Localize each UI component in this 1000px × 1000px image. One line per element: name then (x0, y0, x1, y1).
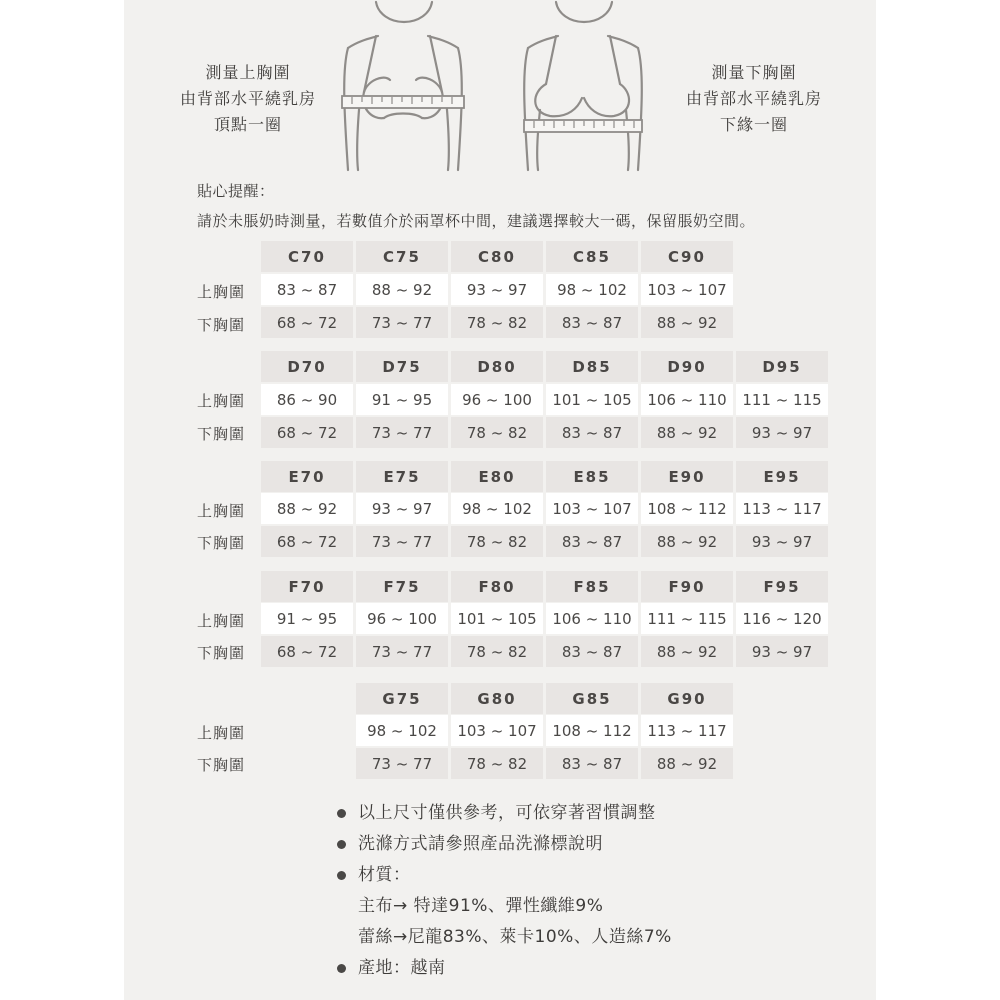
upper-bust-value-cell: 111 ~ 115 (736, 384, 828, 415)
upper-bust-caption-line: 頂點一圈 (213, 115, 282, 134)
upper-bust-value-cell: 93 ~ 97 (356, 493, 448, 524)
upper-bust-value-cell: 91 ~ 95 (356, 384, 448, 415)
size-header-cell: G85 (546, 683, 638, 714)
upper-bust-value-cell: 103 ~ 107 (641, 274, 733, 305)
size-header-cell: C80 (451, 241, 543, 272)
under-bust-value-cell: 68 ~ 72 (261, 307, 353, 338)
upper-bust-value-cell: 103 ~ 107 (451, 715, 543, 746)
under-bust-caption (664, 60, 844, 138)
size-header-cell: F75 (356, 571, 448, 602)
size-header-cell: F85 (546, 571, 638, 602)
size-header-cell: G90 (641, 683, 733, 714)
under-bust-label: 下胸圍 (197, 534, 246, 552)
upper-bust-value-cell: 91 ~ 95 (261, 603, 353, 634)
size-header-cell: E85 (546, 461, 638, 492)
under-bust-value-cell: 83 ~ 87 (546, 636, 638, 667)
upper-bust-value-cell: 88 ~ 92 (356, 274, 448, 305)
under-bust-value-cell: 83 ~ 87 (546, 748, 638, 779)
under-bust-value-cell: 83 ~ 87 (546, 417, 638, 448)
under-bust-value-cell: 78 ~ 82 (451, 307, 543, 338)
under-bust-value-cell: 88 ~ 92 (641, 417, 733, 448)
under-bust-value-cell: 83 ~ 87 (546, 307, 638, 338)
note-subitem (336, 891, 672, 922)
under-bust-value-cell: 73 ~ 77 (356, 307, 448, 338)
under-bust-value-cell: 88 ~ 92 (641, 748, 733, 779)
under-bust-caption-line: 由背部水平繞乳房 (685, 89, 822, 108)
note-item (336, 860, 672, 891)
upper-bust-value-cell: 108 ~ 112 (641, 493, 733, 524)
note-item (336, 953, 672, 984)
under-bust-value-cell: 88 ~ 92 (641, 307, 733, 338)
upper-bust-value-cell: 98 ~ 102 (451, 493, 543, 524)
upper-bust-label: 上胸圍 (197, 724, 246, 742)
size-header-cell: D85 (546, 351, 638, 382)
bullet-dot-icon (337, 964, 346, 973)
size-header-cell: E80 (451, 461, 543, 492)
upper-bust-value-cell: 101 ~ 105 (546, 384, 638, 415)
note-text: 主布→ 特達91%、彈性纖維9% (358, 896, 604, 916)
under-bust-value-cell: 73 ~ 77 (356, 748, 448, 779)
under-bust-value-cell: 93 ~ 97 (736, 636, 828, 667)
size-header-cell: G75 (356, 683, 448, 714)
size-header-cell: C90 (641, 241, 733, 272)
upper-bust-value-cell: 101 ~ 105 (451, 603, 543, 634)
upper-bust-value-cell: 96 ~ 100 (356, 603, 448, 634)
under-bust-value-cell: 78 ~ 82 (451, 526, 543, 557)
tips-body: 請於未脹奶時測量，若數值介於兩罩杯中間，建議選擇較大一碼，保留脹奶空間。 (197, 212, 756, 230)
under-bust-label: 下胸圍 (197, 756, 246, 774)
upper-bust-value-cell: 116 ~ 120 (736, 603, 828, 634)
under-bust-label: 下胸圍 (197, 425, 246, 443)
bullet-dot-icon (337, 871, 346, 880)
size-header-cell: E90 (641, 461, 733, 492)
size-header-cell: D90 (641, 351, 733, 382)
size-header-cell: C85 (546, 241, 638, 272)
note-text: 材質： (358, 865, 411, 885)
upper-bust-value-cell: 103 ~ 107 (546, 493, 638, 524)
size-header-cell: D95 (736, 351, 828, 382)
size-header-cell: E75 (356, 461, 448, 492)
under-bust-value-cell: 78 ~ 82 (451, 417, 543, 448)
note-text: 以上尺寸僅供參考，可依穿著習慣調整 (358, 803, 656, 823)
upper-bust-value-cell: 86 ~ 90 (261, 384, 353, 415)
upper-bust-label: 上胸圍 (197, 283, 246, 301)
upper-bust-value-cell: 98 ~ 102 (546, 274, 638, 305)
under-bust-value-cell: 68 ~ 72 (261, 526, 353, 557)
upper-bust-label: 上胸圍 (197, 502, 246, 520)
under-bust-caption-line: 測量下胸圍 (711, 63, 797, 82)
size-header-cell: F80 (451, 571, 543, 602)
size-header-cell: F70 (261, 571, 353, 602)
size-header-cell: F95 (736, 571, 828, 602)
upper-bust-value-cell: 106 ~ 110 (641, 384, 733, 415)
upper-bust-value-cell: 111 ~ 115 (641, 603, 733, 634)
under-bust-value-cell: 68 ~ 72 (261, 417, 353, 448)
under-bust-value-cell: 78 ~ 82 (451, 748, 543, 779)
size-header-cell: D70 (261, 351, 353, 382)
upper-bust-value-cell: 98 ~ 102 (356, 715, 448, 746)
upper-bust-value-cell: 108 ~ 112 (546, 715, 638, 746)
note-subitem (336, 922, 672, 953)
note-item (336, 829, 672, 860)
under-bust-label: 下胸圍 (197, 644, 246, 662)
under-bust-value-cell: 88 ~ 92 (641, 636, 733, 667)
under-bust-value-cell: 93 ~ 97 (736, 417, 828, 448)
size-header-cell: D80 (451, 351, 543, 382)
size-header-cell: C70 (261, 241, 353, 272)
under-bust-value-cell: 73 ~ 77 (356, 636, 448, 667)
bullet-dot-icon (337, 809, 346, 818)
under-bust-measure-illustration (510, 0, 660, 172)
upper-bust-value-cell: 96 ~ 100 (451, 384, 543, 415)
product-notes (336, 798, 672, 984)
upper-bust-label: 上胸圍 (197, 392, 246, 410)
under-bust-value-cell: 88 ~ 92 (641, 526, 733, 557)
upper-bust-caption-line: 測量上胸圍 (205, 63, 291, 82)
upper-bust-value-cell: 88 ~ 92 (261, 493, 353, 524)
upper-bust-caption (158, 60, 338, 138)
under-bust-label: 下胸圍 (197, 316, 246, 334)
upper-bust-value-cell: 93 ~ 97 (451, 274, 543, 305)
under-bust-value-cell: 73 ~ 77 (356, 526, 448, 557)
note-item (336, 798, 672, 829)
tips-title: 貼心提醒： (197, 182, 275, 200)
upper-bust-value-cell: 113 ~ 117 (736, 493, 828, 524)
upper-bust-label: 上胸圍 (197, 612, 246, 630)
under-bust-caption-line: 下緣一圈 (719, 115, 788, 134)
size-header-cell: F90 (641, 571, 733, 602)
under-bust-value-cell: 68 ~ 72 (261, 636, 353, 667)
upper-bust-value-cell: 113 ~ 117 (641, 715, 733, 746)
size-header-cell: G80 (451, 683, 543, 714)
upper-bust-value-cell: 83 ~ 87 (261, 274, 353, 305)
upper-bust-caption-line: 由背部水平繞乳房 (179, 89, 316, 108)
under-bust-value-cell: 83 ~ 87 (546, 526, 638, 557)
note-text: 蕾絲→尼龍83%、萊卡10%、人造絲7% (358, 927, 672, 947)
under-bust-value-cell: 73 ~ 77 (356, 417, 448, 448)
size-header-cell: C75 (356, 241, 448, 272)
upper-bust-value-cell: 106 ~ 110 (546, 603, 638, 634)
note-text: 洗滌方式請參照產品洗滌標說明 (358, 834, 603, 854)
size-header-cell: E70 (261, 461, 353, 492)
upper-bust-measure-illustration (328, 0, 478, 172)
bullet-dot-icon (337, 840, 346, 849)
under-bust-value-cell: 93 ~ 97 (736, 526, 828, 557)
under-bust-value-cell: 78 ~ 82 (451, 636, 543, 667)
size-header-cell: E95 (736, 461, 828, 492)
size-header-cell: D75 (356, 351, 448, 382)
note-text: 產地：越南 (358, 958, 446, 978)
